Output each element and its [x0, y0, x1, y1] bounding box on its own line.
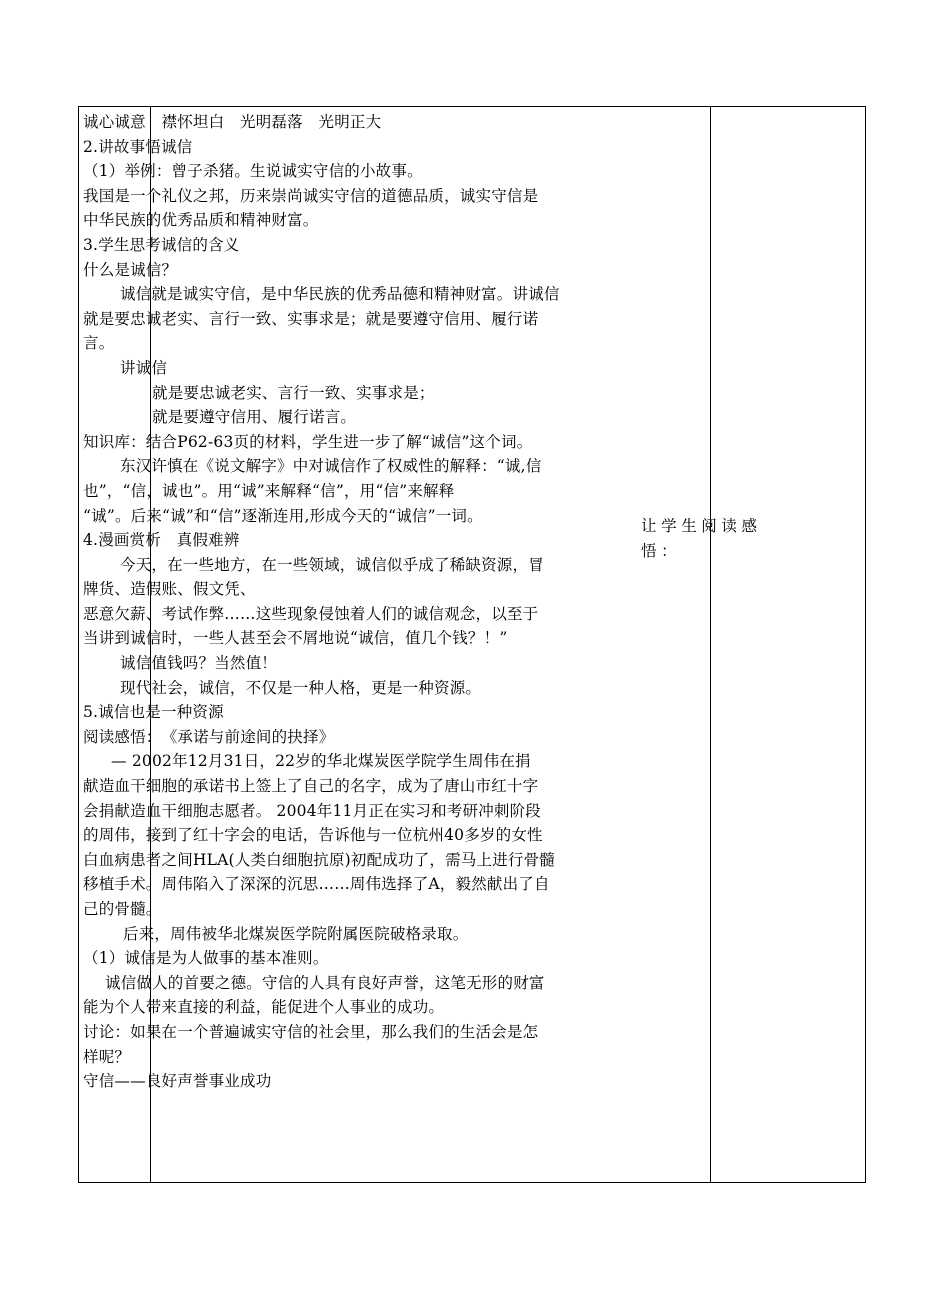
text-line: 就是要忠诚老实、言行一致、实事求是；: [152, 383, 435, 402]
text-line: 诚信值钱吗？当然值！: [120, 654, 278, 673]
text-line: — 2002年12月31日，22岁的华北煤炭医学院学生周伟在捐: [111, 752, 531, 771]
text-line: （1）诚信是为人做事的基本准则。: [83, 949, 329, 968]
text-line: 己的骨髓。: [83, 900, 162, 918]
text-line: 言。: [83, 334, 115, 353]
text-line: 当讲到诚信时，一些人甚至会不屑地说“诚信，值几个钱？！”: [83, 629, 508, 648]
text-line: 能为个人带来直接的利益，能促进个人事业的成功。: [83, 998, 445, 1017]
text-line: 现代社会，诚信，不仅是一种人格，更是一种资源。: [120, 678, 482, 697]
activity-note: [641, 514, 781, 564]
text-line: 知识库：结合P62-63页的材料，学生进一步了解“诚信”这个词。: [83, 432, 533, 451]
column-divider: [710, 107, 711, 1182]
text-line: 诚信做人的首要之德。守信的人具有良好声誉，这笔无形的财富: [105, 973, 545, 992]
text-line: 中华民族的优秀品质和精神财富。: [83, 211, 319, 230]
text-line: 诚心诚意 襟怀坦白 光明磊落 光明正大: [83, 113, 382, 131]
section-heading: 2.讲故事悟诚信: [83, 137, 193, 156]
text-line: 东汉许慎在《说文解字》中对诚信作了权威性的解释：“诚,信: [120, 457, 542, 476]
text-line: 就是要忠诚老实、言行一致、实事求是；就是要遵守信用、履行诺: [83, 309, 539, 328]
text-line: 我国是一个礼仪之邦，历来崇尚诚实守信的道德品质，诚实守信是: [83, 186, 539, 205]
text-line: 今天，在一些地方，在一些领域，诚信似乎成了稀缺资源，冒: [120, 555, 544, 574]
section-heading: 3.学生思考诚信的含义: [83, 235, 240, 254]
text-line: “诚”。后来“诚”和“信”逐渐连用,形成今天的“诚信”一词。: [83, 506, 483, 525]
activity-note-line: 让学生阅读感: [641, 517, 762, 535]
activity-note-line: 悟：: [641, 542, 682, 560]
text-line: 牌货、造假账、假文凭、: [83, 580, 256, 599]
text-line: 诚信就是诚实守信，是中华民族的优秀品德和精神财富。讲诚信: [120, 285, 560, 304]
text-line: 后来，周伟被华北煤炭医学院附属医院破格录取。: [123, 924, 469, 943]
text-line: 什么是诚信？: [83, 260, 178, 279]
text-line: 样呢？: [83, 1047, 131, 1066]
text-line: 阅读感悟： 《承诺与前途间的抉择》: [83, 727, 335, 746]
section-heading: 5.诚信也是一种资源: [83, 703, 224, 722]
text-line: 的周伟，接到了红十字会的电话，告诉他与一位杭州40多岁的女性: [83, 826, 543, 845]
text-line: 移植手术。周伟陷入了深深的沉思……周伟选择了A，毅然献出了自: [83, 875, 550, 894]
text-line: 会捐献造血干细胞志愿者。 2004年11月正在实习和考研冲刺阶段: [83, 801, 541, 820]
text-line: 讲诚信: [120, 358, 168, 377]
text-line: 恶意欠薪、考试作弊……这些现象侵蚀着人们的诚信观念，以至于: [83, 604, 539, 623]
lesson-content: [83, 110, 623, 1094]
text-line: 讨论：如果在一个普遍诚实守信的社会里，那么我们的生活会是怎: [83, 1022, 539, 1041]
text-line: 白血病患者之间HLA(人类白细胞抗原)初配成功了，需马上进行骨髓: [83, 850, 555, 869]
section-heading: 4.漫画赏析 真假难辨: [83, 531, 240, 550]
text-line: 就是要遵守信用、履行诺言。: [152, 408, 357, 427]
text-line: 守信——良好声誉事业成功: [83, 1072, 272, 1091]
text-line: 献造血干细胞的承诺书上签上了自己的名字，成为了唐山市红十字: [83, 777, 539, 796]
text-line: 也”，“信，诚也”。用“诚”来解释“信”，用“信”来解释: [83, 481, 455, 500]
text-line: （1）举例：曾子杀猪。生说诚实守信的小故事。: [83, 162, 423, 181]
